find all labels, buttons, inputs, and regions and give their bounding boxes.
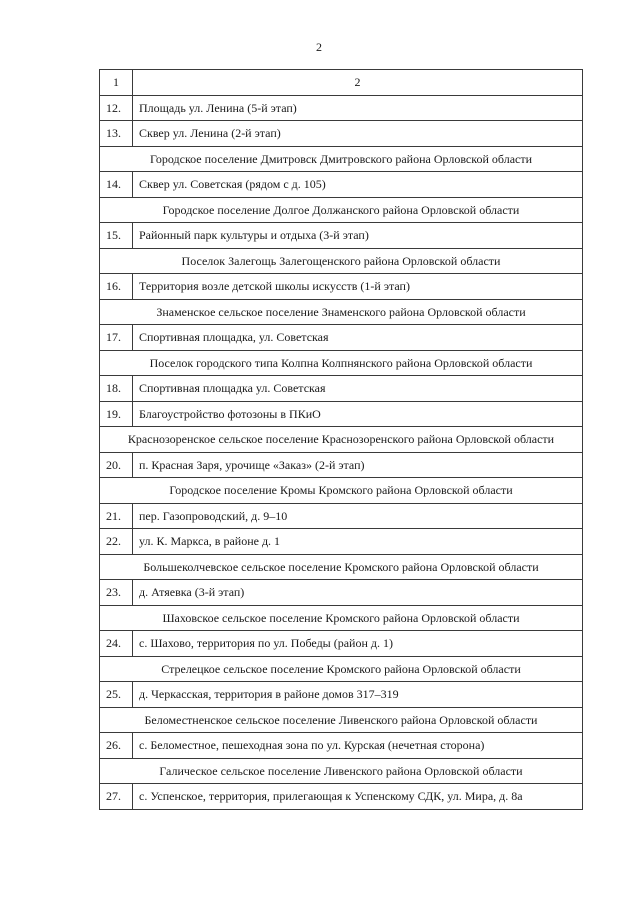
row-number: 27. [100,784,133,810]
section-title: Городское поселение Кромы Кромского района Орловской области [100,478,583,504]
section-title: Стрелецкое сельское поселение Кромского района Орловской области [100,656,583,682]
table-row [100,631,583,657]
row-text: Сквер ул. Советская (рядом с д. 105) [133,172,583,198]
row-number: 21. [100,503,133,529]
section-row [100,707,583,733]
section-row [100,656,583,682]
section-row [100,758,583,784]
section-row [100,146,583,172]
row-number: 15. [100,223,133,249]
table-row [100,733,583,759]
section-row [100,350,583,376]
page-number: 2 [316,40,322,54]
table-row [100,503,583,529]
row-text: Спортивная площадка ул. Советская [133,376,583,402]
row-text: с. Успенское, территория, прилегающая к Успенскому СДК, ул. Мира, д. 8а [133,784,583,810]
row-text: Спортивная площадка, ул. Советская [133,325,583,351]
row-text: с. Беломестное, пешеходная зона по ул. Курская (нечетная сторона) [133,733,583,759]
table-header-row [100,70,583,96]
table-row [100,682,583,708]
row-number: 18. [100,376,133,402]
objects-table [99,69,583,810]
row-number: 17. [100,325,133,351]
table-row [100,121,583,147]
table-row [100,172,583,198]
table-row [100,401,583,427]
row-number: 14. [100,172,133,198]
row-text: Благоустройство фотозоны в ПКиО [133,401,583,427]
row-number: 24. [100,631,133,657]
row-text: Территория возле детской школы искусств (1-й этап) [133,274,583,300]
section-title: Поселок городского типа Колпна Колпнянского района Орловской области [100,350,583,376]
row-number: 12. [100,95,133,121]
table-row [100,529,583,555]
row-text: Районный парк культуры и отдыха (3-й этап) [133,223,583,249]
section-title: Большеколчевское сельское поселение Кромского района Орловской области [100,554,583,580]
header-col-1: 1 [100,70,133,96]
section-row [100,605,583,631]
table-row [100,376,583,402]
table-row [100,274,583,300]
table-row [100,580,583,606]
row-number: 13. [100,121,133,147]
table-row [100,223,583,249]
row-number: 20. [100,452,133,478]
section-row [100,554,583,580]
section-title: Городское поселение Долгое Должанского района Орловской области [100,197,583,223]
row-text: д. Атяевка (3-й этап) [133,580,583,606]
row-number: 22. [100,529,133,555]
row-number: 25. [100,682,133,708]
table-row [100,784,583,810]
section-title: Краснозоренское сельское поселение Краснозоренского района Орловской области [100,427,583,453]
row-number: 23. [100,580,133,606]
table-row [100,95,583,121]
section-title: Поселок Залегощь Залегощенского района Орловской области [100,248,583,274]
row-text: пер. Газопроводский, д. 9–10 [133,503,583,529]
row-text: с. Шахово, территория по ул. Победы (район д. 1) [133,631,583,657]
row-number: 26. [100,733,133,759]
section-title: Беломестненское сельское поселение Ливенского района Орловской области [100,707,583,733]
row-text: д. Черкасская, территория в районе домов 317–319 [133,682,583,708]
table-row [100,325,583,351]
header-col-2: 2 [133,70,583,96]
section-row [100,248,583,274]
table-row [100,452,583,478]
section-title: Шаховское сельское поселение Кромского района Орловской области [100,605,583,631]
objects-table-body [100,70,583,810]
section-row [100,197,583,223]
row-text: п. Красная Заря, урочище «Заказ» (2-й этап) [133,452,583,478]
section-title: Городское поселение Дмитровск Дмитровского района Орловской области [100,146,583,172]
row-text: ул. К. Маркса, в районе д. 1 [133,529,583,555]
section-row [100,478,583,504]
section-row [100,427,583,453]
row-number: 16. [100,274,133,300]
row-text: Площадь ул. Ленина (5-й этап) [133,95,583,121]
section-row [100,299,583,325]
section-title: Галическое сельское поселение Ливенского района Орловской области [100,758,583,784]
section-title: Знаменское сельское поселение Знаменского района Орловской области [100,299,583,325]
row-text: Сквер ул. Ленина (2-й этап) [133,121,583,147]
row-number: 19. [100,401,133,427]
